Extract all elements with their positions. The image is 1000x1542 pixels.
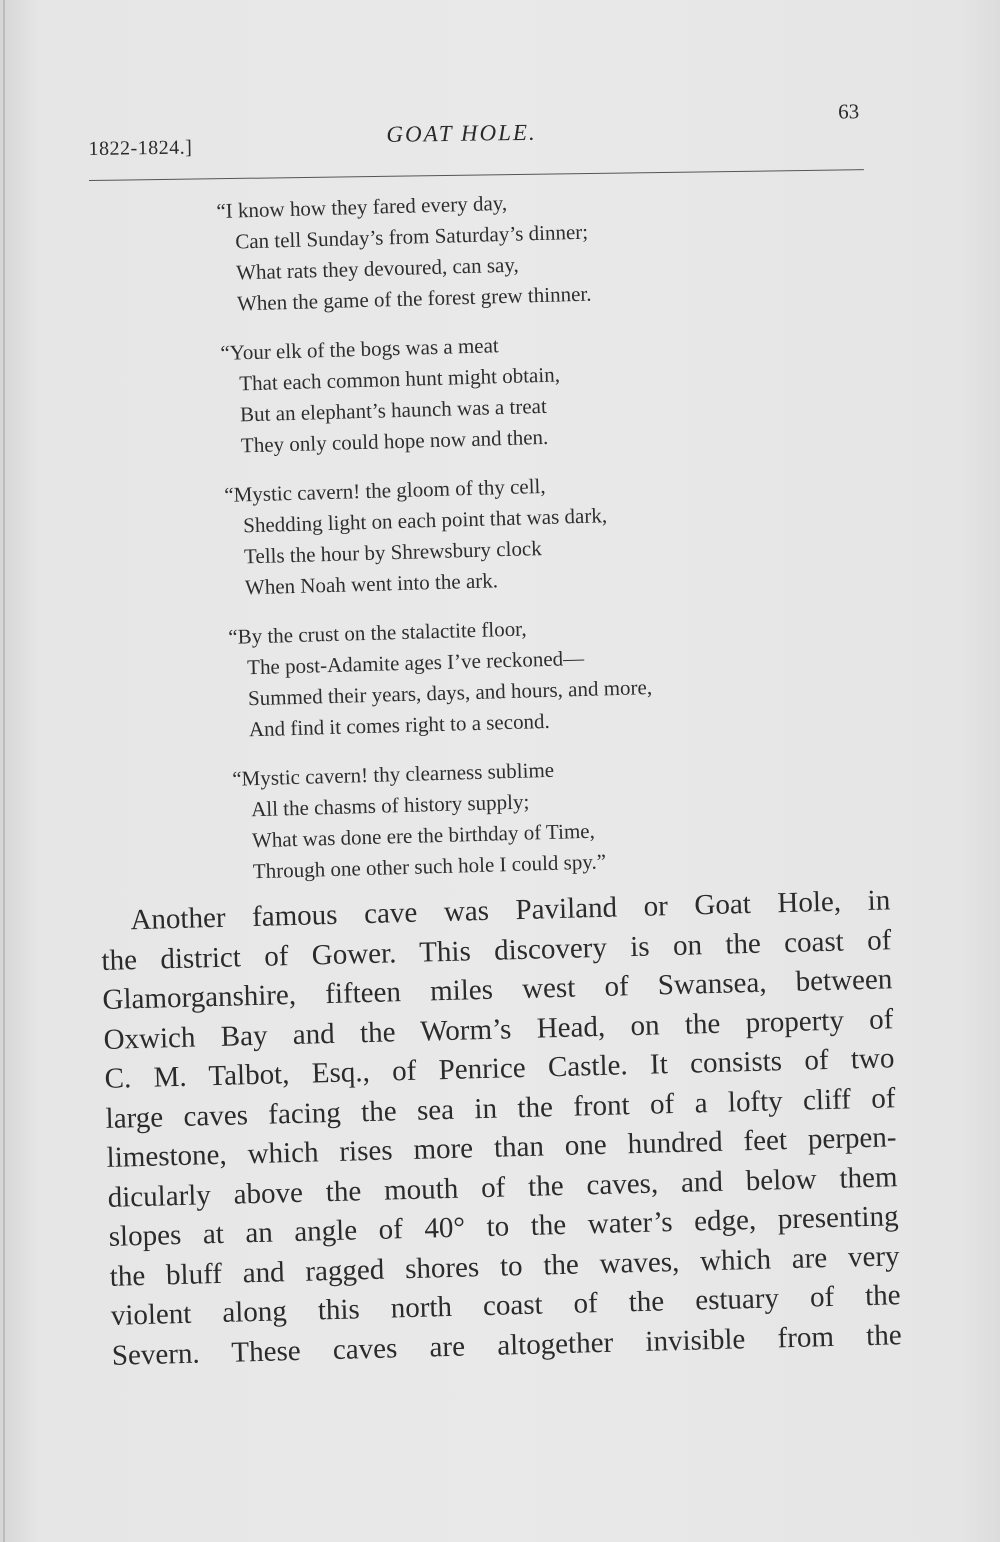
- poem-line: Summed their years, days, and hours, and more,: [247, 675, 653, 711]
- running-date: 1822-1824.]: [88, 136, 193, 160]
- poem-stanza: [224, 463, 847, 604]
- page-edge-shadow: [3, 0, 5, 1542]
- poem-line: Through one other such hole I could spy.”: [252, 849, 607, 884]
- poem-line: Tells the hour by Shrewsbury clock: [243, 536, 543, 569]
- poem-line: When the game of the forest grew thinner.: [236, 281, 592, 316]
- poem-line: When Noah went into the ark.: [244, 568, 499, 600]
- paragraph-line: Oxwich Bay and the Worm’s Head, on the property of: [103, 1002, 894, 1056]
- header-rule: [89, 169, 864, 181]
- running-header: [88, 99, 864, 185]
- poem-line: “I know how they fared every day,: [216, 190, 508, 223]
- paragraph-line: dicularly above the mouth of the caves, and below them: [107, 1160, 898, 1214]
- poem-line: But an elephant’s haunch was a treat: [239, 393, 548, 427]
- paragraph-line: slopes at an angle of 40° to the water’s edge, presenting: [108, 1200, 899, 1253]
- paragraph-line: Glamorganshire, fifteen miles west of Swansea, between: [102, 963, 893, 1016]
- running-title: GOAT HOLE.: [386, 119, 537, 147]
- poem-line: They only could hope now and then.: [240, 424, 549, 458]
- paragraph-line: large caves facing the sea in the front of a lofty cliff of: [105, 1081, 896, 1135]
- page-number: 63: [837, 99, 860, 124]
- poem-line: All the chasms of history supply;: [250, 789, 530, 822]
- poem-line: “Your elk of the bogs was a meat: [220, 333, 500, 365]
- poem-line: What rats they devoured, can say,: [235, 252, 519, 285]
- poem-stanza: [216, 179, 839, 320]
- poem-line: “Mystic cavern! thy clearness sublime: [231, 757, 555, 791]
- poem-stanza: [232, 746, 855, 887]
- paragraph-line: Severn. These caves are altogether invisible from the: [111, 1318, 903, 1372]
- paragraph-line: the district of Gower. This discovery is on the coast of: [101, 923, 892, 977]
- poem-line: What was done ere the birthday of Time,: [251, 818, 596, 853]
- poem: [216, 179, 856, 906]
- poem-stanza: [220, 321, 843, 462]
- paragraph-line: the bluff and ragged shores to the waves, which are very: [109, 1239, 900, 1293]
- poem-line: And find it comes right to a second.: [248, 708, 551, 742]
- poem-line: That each common hunt might obtain,: [238, 362, 561, 396]
- poem-stanza: [228, 605, 851, 746]
- poem-line: Shedding light on each point that was dark,: [242, 503, 608, 538]
- body-paragraph: [100, 881, 902, 1376]
- paragraph-line: C. M. Talbot, Esq., of Penrice Castle. It consists of two: [104, 1042, 895, 1095]
- poem-line: Can tell Sunday’s from Saturday’s dinner;: [234, 219, 589, 254]
- poem-line: The post-Adamite ages I’ve reckoned—: [246, 645, 585, 680]
- paragraph-line: Another famous cave was Paviland or Goat Hole, in: [130, 884, 891, 937]
- poem-line: “Mystic cavern! the gloom of thy cell,: [224, 473, 546, 507]
- paragraph-line: limestone, which rises more than one hundred feet perpen-: [106, 1121, 897, 1174]
- poem-line: “By the crust on the stalactite floor,: [227, 616, 527, 649]
- paragraph-line: violent along this north coast of the estuary of the: [110, 1279, 901, 1332]
